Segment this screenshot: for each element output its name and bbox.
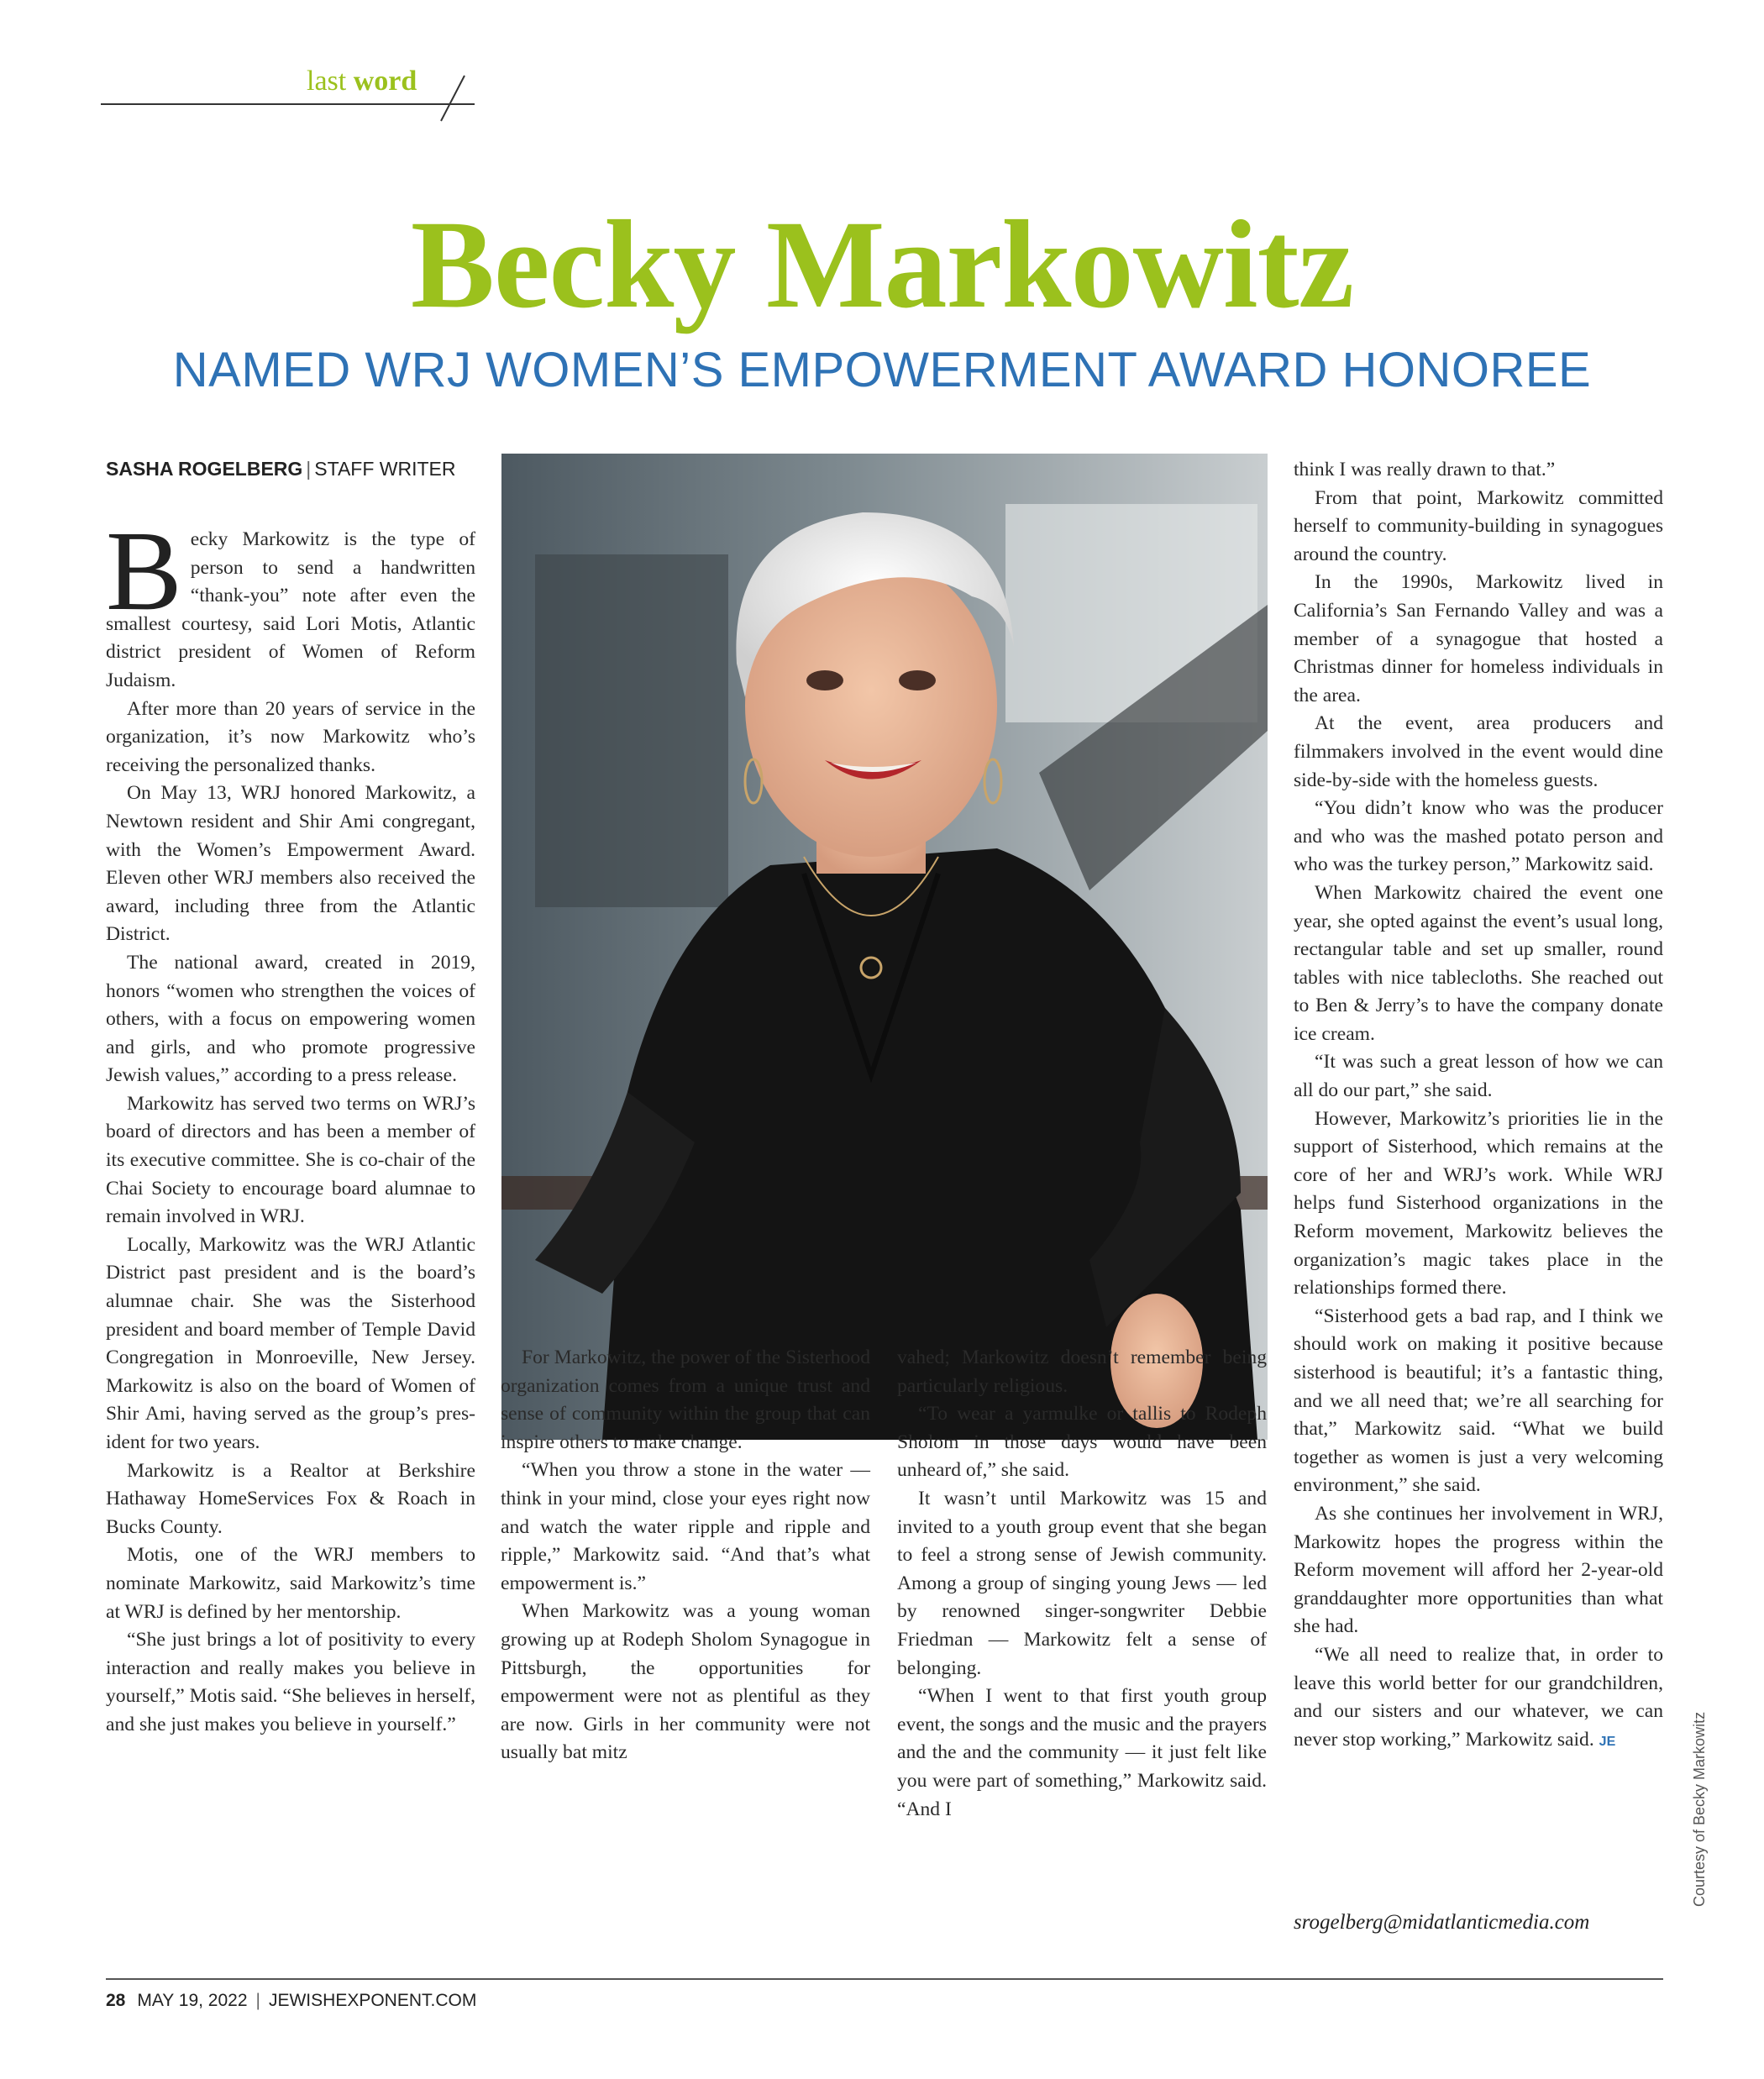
section-tag [101,66,479,124]
page-number: 28 [106,1991,126,2010]
article-paragraph: When Markowitz was a young woman growing up at Rodeph Sholom Synagogue in Pittsburgh, the opportunities for empowerment were not as plentiful as they are now. Girls in her community were not usually bat mitz [501,1600,870,1764]
article-paragraph: “When I went to that first youth group event, the songs and the music and the prayers and the and the community — it just felt like you were part of something,” Markowitz said. “And I [897,1685,1267,1820]
article-column-2 [501,1344,870,1767]
section-prefix: last [307,66,347,97]
article-column-3 [897,1344,1267,1824]
photo-credit: Courtesy of Becky Markowitz [1691,1711,1708,1907]
portrait-photo [501,454,1268,1440]
article-paragraph: In the 1990s, Markowitz lived in California’s San Fernando Valley and was a member of a synagogue that hosted a Christmas dinner for homeless individuals in the area. [1294,571,1663,706]
article-paragraph: Markowitz is a Realtor at Berkshire Hathaway HomeServices Fox & Roach in Bucks County. [106,1459,475,1538]
article-paragraph: The national award, created in 2019, honors “women who strengthen the voices of others, with a focus on empowering women and girls, and who promote progressive Jewish values,” according to a press release. [106,951,475,1087]
author-email[interactable]: srogelberg@midatlanticmedia.com [1294,1911,1590,1934]
article-paragraph: Motis, one of the WRJ members to nominate Markowitz, said Markowitz’s time at WRJ is defined by her mentorship. [106,1544,475,1623]
article-column-1 [106,508,475,1740]
article-paragraph: “To wear a yarmulke or tallis to Rodeph Sholom in those days would have been unheard of,” she said. [897,1403,1267,1482]
footer-rule [106,1978,1663,1980]
end-mark: JE [1599,1734,1616,1749]
article-paragraph: However, Markowitz’s priorities lie in the support of Sisterhood, which remains at the core of her and WRJ’s work. While WRJ helps fund Sisterhood organizations in the Reform movement, Markowitz believes the organization’s magic takes place in the relationships formed there. [1294,1107,1663,1299]
subhead: NAMED WRJ WOMEN’S EMPOWERMENT AWARD HONOREE [172,343,1592,397]
article-paragraph: From that point, Markowitz committed herself to community-building in synagogues around the country. [1294,486,1663,565]
byline-name: SASHA ROGELBERG [106,458,303,480]
byline-role: STAFF WRITER [314,458,456,480]
portrait-photo-icon [501,454,1268,1440]
article-paragraph: “Sisterhood gets a bad rap, and I think we should work on making it positive because sisterhood is beautiful; it’s a fantastic thing, and we all need that; we’re all searching for that,” Markowitz said. “What we build together as women is just a very welcoming environment,” she said. [1294,1305,1663,1497]
site-url[interactable]: JEWISHEXPONENT.COM [268,1991,477,2010]
article-paragraph: “When you throw a stone in the water — think in your mind, close your eyes right now and watch the water ripple and ripple and ripple,” Markowitz said. “And that’s what empowerment is.” [501,1459,870,1594]
article-paragraph: “It was such a great lesson of how we can all do our part,” she said. [1294,1051,1663,1102]
article-paragraph: At the event, area producers and filmmakers involved in the event would dine side-by-side with the homeless guests. [1294,712,1663,791]
drop-cap: B [106,508,182,634]
article-paragraph: On May 13, WRJ honored Markowitz, a Newtown resident and Shir Ami congregant, with the Women’s Empowerment Award. Eleven other WRJ members also received the award, including three from the Atlantic District. [106,782,475,946]
article-paragraph: Markowitz has served two terms on WRJ’s board of directors and has been a member of its executive committee. She is co-chair of the Chai Society to encourage board alumnae to remain involved in WRJ. [106,1092,475,1228]
article-paragraph: “She just brings a lot of positivity to every interaction and really makes you believe in yourself,” Motis said. “She believes in herself, and she just makes you believe in yourself.” [106,1629,475,1735]
article-paragraph: Locally, Markowitz was the WRJ Atlantic District past president and is the board’s alumnae chair. She was the Sisterhood president and board member of Temple David Congregation in Monroeville, New Jersey. Markowitz is also on the board of Women of Shir Ami, having served as the group’s president for two years. [106,1233,475,1453]
page-footer [106,1991,476,2011]
article-paragraph: Becky Markowitz is the type of person to send a handwritten “thank-you” note after even the smallest courtesy, said Lori Motis, Atlantic district president of Women of Reform Judaism. [106,508,475,691]
article-paragraph: vahed; Markowitz doesn’t remember being particularly religious. [897,1347,1267,1397]
article-paragraph: “We all need to realize that, in order to leave this world better for our grandchildren, and our sisters and our whatever, we can never stop working,” Markowitz said. JE [1294,1643,1663,1751]
article-paragraph: “You didn’t know who was the producer and who was the mashed potato person and who was the turkey person,” Markowitz said. [1294,797,1663,876]
article-paragraph: think I was really drawn to that.” [1294,459,1556,480]
byline [106,458,456,480]
article-paragraph: For Markowitz, the power of the Sisterhood organization comes from a unique trust and sense of community within the group that can inspire others to make change. [501,1347,870,1453]
issue-date: MAY 19, 2022 [137,1991,248,2010]
article-paragraph: It wasn’t until Markowitz was 15 and invited to a youth group event that she began to feel a strong sense of Jewish community. Among a group of singing young Jews — led by renowned singer-songwriter Debbie Friedman — Markowitz felt a sense of belonging. [897,1487,1267,1679]
article-paragraph: After more than 20 years of service in the organization, it’s now Markowitz who’s receiving the personalized thanks. [106,697,475,776]
article-column-4 [1294,456,1663,1756]
section-emphasis: word [353,66,417,97]
headline: Becky Markowitz [410,195,1354,334]
article-paragraph: When Markowitz chaired the event one year, she opted against the event’s usual long, rectangular table and set up smaller, round tables with nice tablecloths. She reached out to Ben & Jerry’s to have the company donate ice cream. [1294,881,1663,1045]
section-slash-icon [101,66,479,124]
article-paragraph: As she continues her involvement in WRJ, Markowitz hopes the progress within the Reform movement will afford her 2-year-old granddaughter more opportunities than what she had. [1294,1502,1663,1638]
footer-separator: | [255,1991,260,2010]
byline-separator: | [306,458,312,480]
